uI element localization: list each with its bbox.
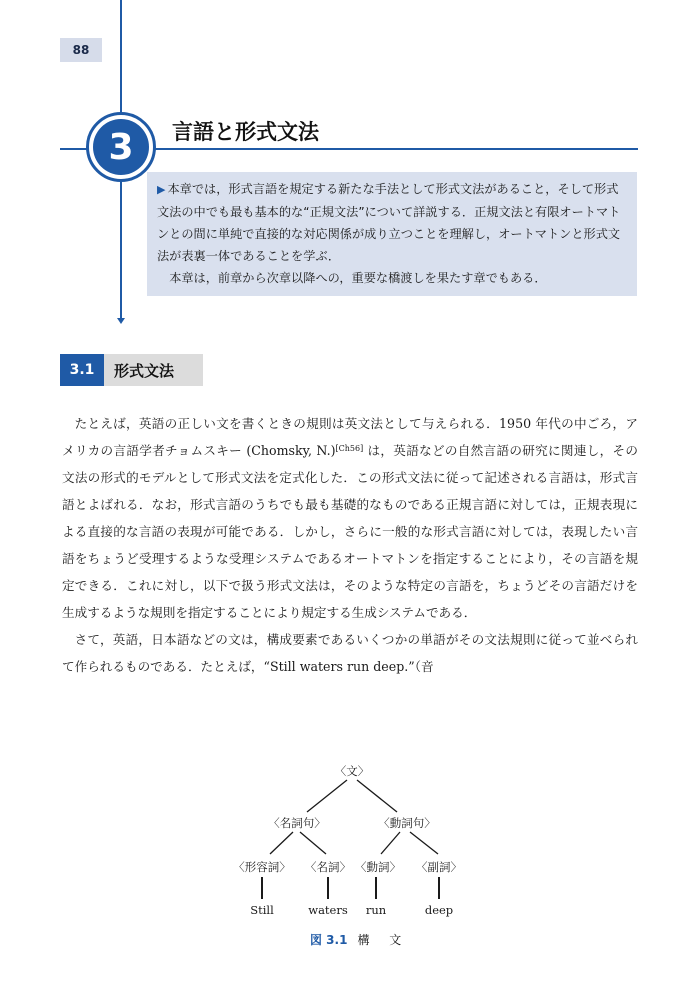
- edge-root-vp: [357, 780, 397, 812]
- abstract-text-1: 本章では，形式言語を規定する新たな手法として形式文法があること，そして形式文法の中でも最も基本的な“正規文法”について詳説する．正規文法と有限オートマトンとの間に単純で直接的な対応関係が成り立つことを理解し，オートマトンと形式文法が表裏一体であることを学ぶ．: [157, 182, 621, 263]
- tree-node-noun: 〈名詞〉: [305, 860, 351, 874]
- figure-caption: [310, 931, 409, 948]
- tree-leaf-run: run: [365, 903, 387, 917]
- tree-node-adverb: 〈副詞〉: [416, 860, 462, 874]
- body-text-segment: は，英語などの自然言語の研究に関連し，その文法の形式的モデルとして形式文法を定式化した．この形式文法に従って記述される言語は，形式言語とよばれる．なお，形式言語のうちでも最も基礎的なものである正規言語に対しては，正規表現による直接的な言語の表現が可能である．しかし，さらに一般的な形式言語に対しては，表現したい言語をちょうど受理するような受理システムであるオートマトンを指定することにより，その言語を規定できる．これに対し，以下で扱う形式文法は，そのような特定の言語を，ちょうどその言語だけを生成するような規則を指定することにより規定する生成システムである．: [62, 443, 638, 620]
- tree-node-verb-phrase: 〈動詞句〉: [378, 816, 436, 830]
- citation: [Ch56]: [335, 444, 364, 453]
- triangle-arrow-icon: ▶: [157, 183, 166, 196]
- tree-leaf-waters: waters: [308, 903, 348, 917]
- syntax-tree-figure: [230, 760, 480, 925]
- edge-np-adj: [270, 832, 293, 854]
- chapter-number-badge: [86, 112, 156, 182]
- edge-vp-adv: [410, 832, 438, 854]
- abstract-paragraph-1: [157, 178, 627, 267]
- edge-vp-verb: [381, 832, 400, 854]
- figure-title: 構 文: [357, 933, 410, 947]
- tree-leaf-deep: deep: [424, 903, 454, 917]
- body-text: [62, 410, 638, 680]
- abstract-paragraph-2: 本章は，前章から次章以降への，重要な橋渡しを果たす章でもある．: [169, 271, 547, 285]
- chapter-number: 3: [93, 119, 149, 175]
- chapter-rule-arrowhead: [117, 318, 125, 324]
- figure-label: 図 3.1: [310, 933, 348, 947]
- tree-leaf-still: Still: [250, 903, 274, 917]
- tree-node-verb: 〈動詞〉: [355, 860, 401, 874]
- chapter-title: 言語と形式文法: [172, 120, 319, 144]
- syntax-tree-edges: [230, 760, 480, 925]
- section-title: 形式文法: [114, 361, 175, 380]
- tree-node-adjective: 〈形容詞〉: [233, 860, 291, 874]
- body-paragraph-2: さて，英語，日本語などの文は，構成要素であるいくつかの単語がその文法規則に従って並べられて作られるものである．たとえば，“Still waters run deep.”（音: [62, 632, 638, 674]
- body-text-segment: たとえば，英語の正しい文を書くときの規則は英文法として与えられる．1950 年代の中ごろ，アメリカの言語学者チョムスキー (Chomsky, N.): [62, 416, 638, 458]
- tree-node-sentence: 〈文〉: [334, 764, 370, 778]
- edge-root-np: [307, 780, 347, 812]
- tree-node-noun-phrase: 〈名詞句〉: [268, 816, 326, 830]
- section-heading: [60, 354, 203, 386]
- edge-np-noun: [300, 832, 326, 854]
- chapter-abstract: [147, 172, 637, 296]
- page-number: 88: [60, 38, 102, 62]
- section-number: 3.1: [60, 354, 104, 386]
- body-paragraph-1: [62, 410, 638, 626]
